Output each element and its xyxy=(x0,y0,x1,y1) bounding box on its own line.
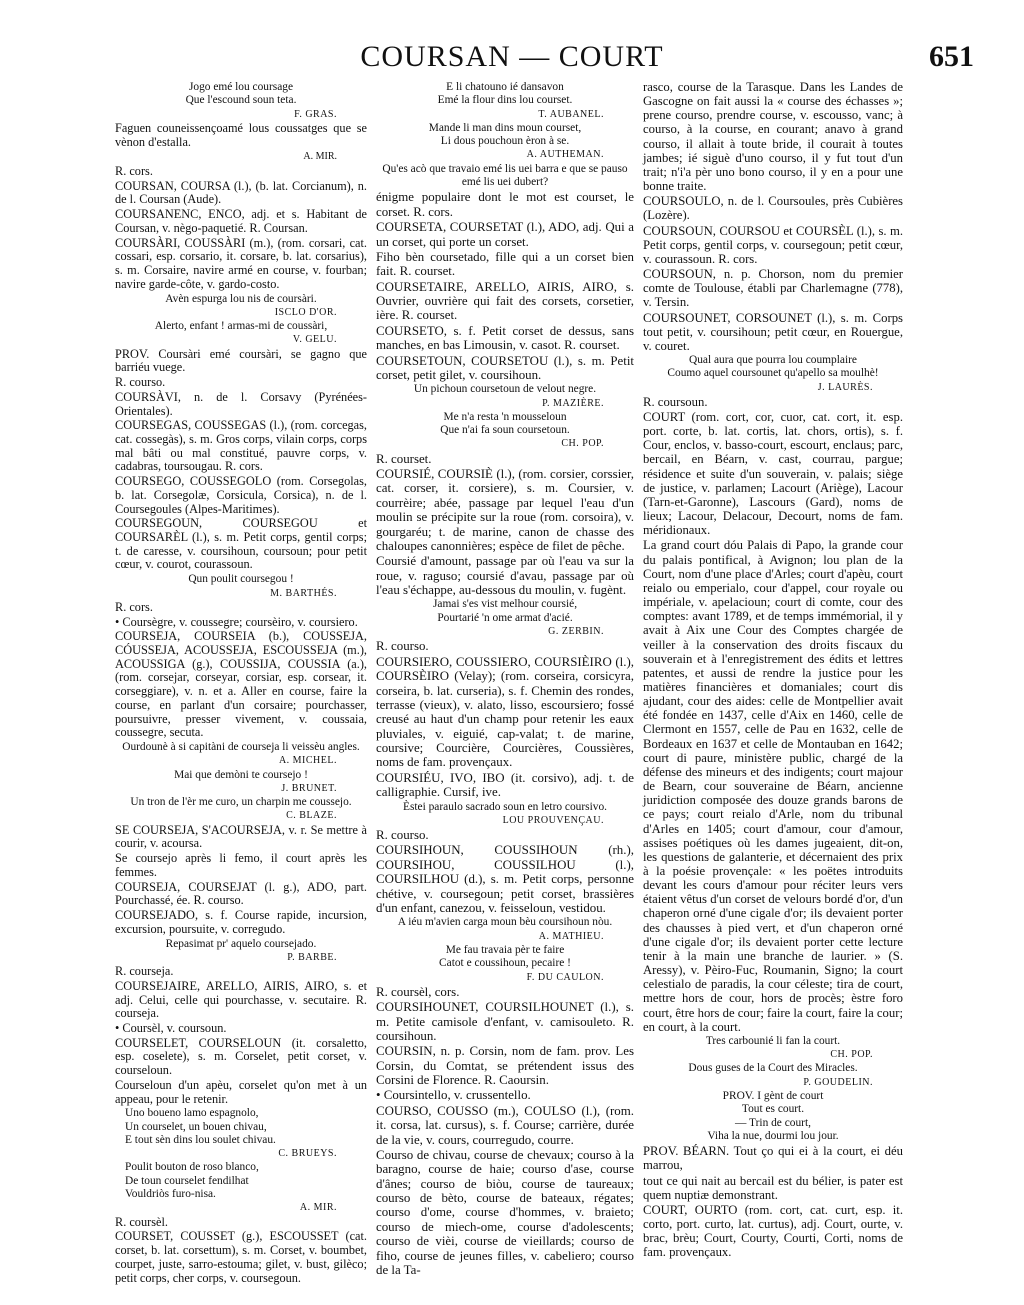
entry-paragraph: PROV. Coursàri emé coursàri, se gagno que barriéu vuege. xyxy=(115,346,367,375)
entry-paragraph: R. courseja. xyxy=(115,964,174,979)
quotation-line: Dous guses de la Court des Miracles. xyxy=(688,1062,858,1075)
entry-paragraph: R. cors. xyxy=(115,599,153,614)
quotation-author: A. MICHEL. xyxy=(278,755,337,767)
column-right xyxy=(643,80,903,1261)
quotation-author: A. AUTHEMAN. xyxy=(526,149,604,161)
quotation xyxy=(376,122,634,162)
quotation xyxy=(115,769,367,796)
quotation-line: De toun courselet fendilhat xyxy=(125,1174,249,1187)
entry-paragraph: tout ce qui nait au bercail est du bélier, is pater est quem nuptiæ demonstrant. xyxy=(643,1173,903,1202)
quotation-line: Poulit bouton de roso blanco, xyxy=(125,1161,259,1174)
entry-paragraph: COURSEJA, COURSEJAT (l. g.), ADO, part. Pourchassé, ée. R. courso. xyxy=(115,879,367,908)
quotation-author: T. AUBANEL. xyxy=(538,108,604,120)
entry-paragraph: COURSÀVI, n. de l. Corsavy (Pyrénées-Orientales). xyxy=(115,389,367,418)
entry-paragraph: COURSELET, COURSELOUN (it. corsaletto, esp. coselete), s. m. Corselet, petit corset, v. courseloun. xyxy=(115,1035,367,1078)
quotation-author: P. BARBE. xyxy=(287,951,337,963)
entry-paragraph: R. courso. xyxy=(376,639,429,654)
entry-paragraph: COURSEJADO, s. f. Course rapide, incursion, excursion, poursuite, v. corregudo. xyxy=(115,908,367,936)
quotation xyxy=(115,938,367,965)
author-line: A. MIR. xyxy=(303,151,337,163)
quotation-author: J. LAURÈS. xyxy=(817,381,873,393)
entry-paragraph: COURSEGO, COUSSEGOLO (rom. Corsegolas, b. lat. Corsegolæ, Corsicula, Corsica), n. de l. Coursegoules (Alpes-Maritimes). xyxy=(115,474,367,516)
entry-paragraph: COURSIÉU, IVO, IBO (it. corsivo), adj. t. de calligraphie. Cursif, ive. xyxy=(376,770,634,800)
quotation xyxy=(115,741,367,768)
entry-paragraph: COURSIHOUNET, COURSILHOUNET (l.), s. m. Petite camisole d'enfant, v. camisouleto. R. coursihoun. xyxy=(376,1000,634,1043)
entry-paragraph: COURSEJA, COURSEIA (b.), COUSSEJA, CÓUSSEJA, ACOUSSEJA, ESCOUSSEJA (m.), ACOUSSIGA (g.), COUSSIJA, COUSSIA (a.), (rom. corsejar, corseyar, corsiar, esp. corsear, it. corseggiare), v. n. et a. Aller en course, faire la course, en parlant d'un corsaire; pourchasser, poursuivre, presser vivement, v. coussaia, coussegre, secuta. xyxy=(115,629,367,740)
entry-paragraph: Fiho bèn coursetado, fille qui a un corset bien fait. R. courset. xyxy=(376,249,634,279)
entry-paragraph: Courso de chivau, course de chevaux; courso à la baragno, course de haie; courso d'ase, course d'ânes; courso de biòu, course de taureaux; courso de bèto, course de bateaux, régates; courso d'ome, course d'hommes, v. braieto; courso de miech-ome, course d'adolescents; courso de vièi, course de vieillards; courso de fiho, course de jeunes filles, v. cabeliero; courso de la Ta- xyxy=(376,1147,634,1277)
quotation-line: Coumo aquel coursounet qu'apello sa moulhè! xyxy=(667,367,879,380)
entry-paragraph: COURSETAIRE, ARELLO, AIRIS, AIRO, s. Ouvrier, ouvrière qui fait des corsets, corsetier, ière. R. courset. xyxy=(376,279,634,323)
entry-paragraph: rasco, course de la Tarasque. Dans les Landes de Gascogne on fait aussi la « course des échasses »; prene courso, prendre course, v. escousso, vanc; à courso, à la course, en courant; anavo à grand courso, il allait à toute bride, il courait à toutes jambes; ié siguè d'uno courso, il y fut tout d'un trait; n'i'a pèr uno bono courso, il y en a pour une bonne traite. xyxy=(643,80,903,194)
quotation-author: LOU PROUVENÇAU. xyxy=(502,814,604,826)
entry-paragraph: COURSIÉ, COURSIÈ (l.), (rom. corsier, corssier, cat. corser, it. corsiere), s. m. Coursier, v. courrèire; abée, passage par lequel l'eau d'un moulin se précipite sur la roue (rom. corsoira), v. gourgaréu; t. de marine, canon de chasse des chaloupes canonnières; espèce de filet de pêche. xyxy=(376,467,634,553)
entry-paragraph: • Coursègre, v. coussegre; coursèiro, v. coursiero. xyxy=(115,614,358,629)
page-number: 651 xyxy=(929,40,974,73)
quotation-line: Ourdounè à si capitàni de courseja li veissèu angles. xyxy=(122,740,360,753)
quotation xyxy=(643,1090,903,1143)
quotation-author: F. DU CAULON. xyxy=(526,971,604,983)
quotation xyxy=(115,81,367,121)
quotation-line: Jamai s'es vist melhour coursié, xyxy=(432,598,578,611)
entry-paragraph: COURT, OURTO (rom. cort, cat. curt, esp. it. corto, port. curto, lat. curtus), adj. Court, ourte, v. brac, brèu; Court, Courty, Courti, Corti, noms de fam. provençaux. xyxy=(643,1202,903,1260)
entry-paragraph: R. coursèl, cors. xyxy=(376,984,460,999)
quotation-line: Tres carbounié li fan la court. xyxy=(705,1034,841,1047)
quotation-line: Me fau travaia pèr te faire xyxy=(445,943,565,956)
quotation xyxy=(643,1062,903,1089)
quotation-author: F. GRAS. xyxy=(294,108,337,120)
quotation xyxy=(115,1107,367,1160)
entry-paragraph: PROV. BÉARN. Tout ço qui ei à la court, ei déu marrou, xyxy=(643,1144,903,1173)
quotation xyxy=(376,598,634,638)
quotation-line: Avèn espurga lou nis de coursàri. xyxy=(165,292,317,305)
quotation-author: C. BLAZE. xyxy=(286,810,337,822)
quotation xyxy=(376,916,634,943)
entry-paragraph: La grand court dóu Palais di Papo, la grande cour du palais pontifical, à Avignon; lou plan de la Court, nom d'une place d'Arles; court d'apèu, court reialo ou emperialo, cour d'appel, cour royale ou impériale, v. apelacioun; court di comte, cour des comptes: avant 1789, et de temps immémorial, il y avait à Aix une Cour des Comptes chargée de veiller à la conservation des droits fiscaux du souverain et à l'enregistrement des édits et lettres patentes, et aussi de rendre la justice pour les matières financières et domaniales; court dis ajudant, cour des aides: celle de Montpellier avait été fondée en 1437, celle d'Aix en 1460, celle de Clermont en 1557, celle de Pau en 1632, celle de Bordeaux en 1637 et celle de Montauban en 1642; court di paure, ministère public, chargé de la défense des mineurs et des indigents; court majour de Bearn, cour souveraine de Béarn, ancienne juridiction composée des douze grands barons de ce pays; court reialo d'Arle, nom du tribunal d'Arles en 1405; court d'amour, cour d'amour, assises poétiques où les dames jugeaient, dit-on, les questions de galanterie, et décernaient des prix à la poésie provençale: « les poëtes introduits devant les cours d'amour pour réciter leurs vers étaient vêtus d'un corset de velours bordé d'or, d'un chaperon orné d'une cigale d'or; ils devaient porter des chausses à pied vert, et d'un chaperon orné d'une cigale d'or; ils devaient porter cette lecture tenir à la main une branche de laurier. » (S. Aressy), v. Pèiro-Fuc, Roumanin, Signo; la court celestialo de paradis, la cour céleste; tira de court, mettre hors de cour, hors de procès; èstre foro court, être hors de cour; faire la court, faire la cour; en court, à la court. xyxy=(643,538,903,1034)
quotation xyxy=(643,354,903,394)
quotation-author: G. ZERBIN. xyxy=(548,626,604,638)
entry-paragraph: R. courso. xyxy=(376,828,429,843)
entry-paragraph: COURSEGOUN, COURSEGOU et COURSARÈL (l.), s. m. Petit corps, gentil corps; t. de caresse, v. coursihoun, coursoun; pour petit cœur, v. courot, courassoun. xyxy=(115,516,367,572)
quotation-author: A. MATHIEU. xyxy=(538,930,604,942)
entry-paragraph: COURSIERO, COUSSIERO, COURSIÈIRO (l.), COURSÈIRO (Velay); (rom. corseira, corsicyra, corseira, b. lat. curseria), s. f. Chemin des rondes, terrasse (vieux), v. alato, lisso, escoursiero; fossé creusé au haut d'un champ pour retenir les eaux pluviales, v. eiguié, cap-valat; t. de marine, coursive; Courcière, Courcières, Coussières, noms de fam. provençaux. xyxy=(376,654,634,770)
quotation-line: Un courselet, un bouen chivau, xyxy=(125,1120,267,1133)
entry-paragraph: COURT (rom. cort, cor, cuor, cat. cort, it. esp. port. corte, b. lat. cortis, lat. chors, ortis), s. f. Cour, enclos, v. basso-court, escourt, enclaus; parc, bercail, en Béarn, v. cast, courrau, pargue; résidence et suite d'un souverain, v. palais; siège de justice, v. parlamen; Lacourt (Ariège), Lacour (Tarn-et-Garonne), Lascours (Gard), noms de lieux; Lacour, Delacour, Decourt, noms de fam. méridionaux. xyxy=(643,410,903,538)
quotation-line: Pourtarié 'n ome armat d'acié. xyxy=(437,611,573,624)
entry-paragraph: COURSETA, COURSETAT (l.), ADO, adj. Qui a un corset, qui porte un corset. xyxy=(376,220,634,249)
column-middle xyxy=(376,80,634,1278)
quotation-author: CH. POP. xyxy=(830,1049,873,1061)
quotation-line: Uno boueno lamo espagnolo, xyxy=(125,1107,259,1120)
entry-paragraph: Courseloun d'un apèu, corselet qu'on met à un appeau, pour le retenir. xyxy=(115,1077,367,1106)
quotation xyxy=(115,320,367,347)
quotation-line: E li chatouno ié dansavon xyxy=(446,81,564,93)
entry-paragraph: COURSANENC, ENCO, adj. et s. Habitant de Coursan, v. nègo-paquetié. R. Coursan. xyxy=(115,207,367,235)
entry-paragraph: Coursié d'amount, passage par où l'eau va sur la roue, v. raguso; coursié d'avau, passage par où l'eau s'échappe, au-dessous du moulin, v. fugènt. xyxy=(376,554,634,598)
entry-paragraph: R. cors. xyxy=(115,164,153,179)
quotation-line: Vouldriòs furo-nisa. xyxy=(125,1188,216,1201)
quotation-line: Tout es court. xyxy=(741,1103,805,1116)
entry-paragraph: R. coursoun. xyxy=(643,394,708,409)
quotation-line: Qual aura que pourra lou coumplaire xyxy=(689,353,857,366)
entry-paragraph: COURSOULO, n. de l. Coursoules, près Cubières (Lozère). xyxy=(643,194,903,223)
quotation-line: Èstei paraulo sacrado soun en letro coursivo. xyxy=(402,800,608,813)
quotation-line: Li dous pouchoun èron à se. xyxy=(440,135,570,148)
column-left xyxy=(115,80,367,1286)
quotation xyxy=(115,1161,367,1214)
entry-paragraph: énigme populaire dont le mot est courset, le corset. R. cors. xyxy=(376,190,634,219)
quotation-line: E tout sèn dins lou soulet chivau. xyxy=(125,1133,276,1146)
entry-paragraph: COURSÀRI, COUSSÀRI (m.), (rom. corsari, cat. cossari, esp. corsario, it. corsare, b. lat. corsarius), s. m. Corsaire, navire armé en course, v. fourban; navire garde-côte, v. gardo-costo. xyxy=(115,235,367,291)
quotation-line: Qu'es acò que travaio emé lis uei barra e que se pauso emé lis uei dubert? xyxy=(382,162,628,189)
quotation-line: Me n'a resta 'n mousseloun xyxy=(443,410,567,423)
quotation xyxy=(376,383,634,410)
quotation-line: Que n'ai fa soun coursetoun. xyxy=(440,424,570,437)
entry-paragraph: COURSOUN, COURSOU et COURSÈL (l.), s. m. Petit corps, gentil corps, v. coursegoun; petit cœur, v. courassoun. R. cors. xyxy=(643,223,903,266)
quotation xyxy=(376,411,634,451)
quotation xyxy=(376,163,634,190)
entry-paragraph: COURSAN, COURSA (l.), (b. lat. Corcianum), n. de l. Coursan (Aude). xyxy=(115,178,367,207)
quotation-line: Qun poulit coursegou ! xyxy=(188,573,294,586)
quotation-author: P. MAZIÈRE. xyxy=(542,397,604,409)
quotation-line: — Trin de court, xyxy=(735,1116,811,1129)
quotation-author: J. BRUNET. xyxy=(281,782,337,794)
entry-paragraph: COURSEJAIRE, ARELLO, AIRIS, AIRO, s. et adj. Celui, celle qui pourchasse, v. secutaire. R. courseja. xyxy=(115,978,367,1021)
quotation-line: Mande li man dins moun courset, xyxy=(428,121,582,134)
quotation-line: Catot e coussihoun, pecaire ! xyxy=(439,957,571,970)
entry-paragraph: R. coursèl. xyxy=(115,1214,168,1229)
entry-paragraph: • Coursèl, v. coursoun. xyxy=(115,1020,227,1035)
page-header-title: COURSAN — COURT xyxy=(360,40,664,73)
entry-paragraph: COURSOUNET, CORSOUNET (l.), s. m. Corps tout petit, v. coursihoun; petit cœur, en Rouergue, v. couret. xyxy=(643,310,903,353)
entry-paragraph: Faguen couneissençoamé lous coussatges que se vènon d'estalla. xyxy=(115,120,367,149)
quotation xyxy=(376,944,634,984)
quotation-author: M. BARTHÉS. xyxy=(270,587,337,599)
entry-paragraph: SE COURSEJA, S'ACOURSEJA, v. r. Se mettre à courir, v. acoursa. xyxy=(115,822,367,851)
quotation xyxy=(115,796,367,823)
entry-paragraph: COURSETO, s. f. Petit corset de dessus, sans manches, en bas Limousin, v. casot. R. courset. xyxy=(376,323,634,353)
quotation-line: Un tron de l'èr me curo, un charpin me coussejo. xyxy=(130,796,352,809)
quotation-line: Repasimat pr' aquelo coursejado. xyxy=(165,937,317,950)
entry-paragraph: R. courset. xyxy=(376,451,432,466)
quotation-line: PROV. I gènt de court xyxy=(722,1090,824,1103)
quotation-line: Un pichoun coursetoun de velout negre. xyxy=(413,383,597,396)
quotation-line: A iéu m'avien carga moun bèu coursihoun nòu. xyxy=(397,916,613,929)
quotation xyxy=(115,573,367,600)
quotation xyxy=(643,1035,903,1062)
quotation-line: Emé la flour dins lou courset. xyxy=(437,94,573,107)
quotation xyxy=(115,293,367,320)
quotation-line: Mai que demòni te coursejo ! xyxy=(174,768,308,781)
quotation-author: A. MIR. xyxy=(299,1202,337,1214)
quotation-line: Que l'escound soun teta. xyxy=(185,94,297,107)
entry-paragraph: Se coursejo après li femo, il court après les femmes. xyxy=(115,851,367,879)
entry-paragraph: COURSIN, n. p. Corsin, nom de fam. prov. Les Corsin, du Comtat, se prétendent issus des Corsini de Florence. R. Caoursin. xyxy=(376,1044,634,1088)
entry-paragraph: COURSIHOUN, COUSSIHOUN (rh.), COURSIHOU, COUSSILHOU (l.), COURSILHOU (d.), s. m. Petit corps, personne chétive, v. coursegoun; petit corset, brassières d'un enfant, canezou, v. feisseloun, vestidou. xyxy=(376,843,634,915)
quotation-author: CH. POP. xyxy=(561,438,604,450)
entry-paragraph: • Coursintello, v. crussentello. xyxy=(376,1088,531,1103)
entry-paragraph: COURSET, COUSSET (g.), ESCOUSSET (cat. corset, b. lat. corsettum), s. m. Corset, v. boumbet, courpet, juste, sarro-estouma; gilet, v. bust, gilèco; petit corps, cher corps, v. coursegoun. xyxy=(115,1229,367,1285)
entry-paragraph: COURSETOUN, COURSETOU (l.), s. m. Petit corset, petit gilet, v. coursihoun. xyxy=(376,353,634,382)
entry-paragraph: COURSOUN, n. p. Chorson, nom du premier comte de Toulouse, établi par Charlemagne (778), v. Tersin. xyxy=(643,267,903,310)
quotation-line: Jogo emé lou coursage xyxy=(188,81,294,93)
quotation-author: ISCLO D'OR. xyxy=(274,306,337,318)
quotation-author: V. GELU. xyxy=(292,334,337,346)
quotation-line: Alerto, enfant ! armas-mi de coussàri, xyxy=(154,320,328,333)
quotation-author: C. BRUEYS. xyxy=(278,1148,337,1160)
quotation xyxy=(376,801,634,828)
entry-paragraph: R. courso. xyxy=(115,375,166,390)
quotation-author: P. GOUDELIN. xyxy=(803,1076,873,1088)
quotation xyxy=(376,81,634,121)
entry-paragraph: COURSEGAS, COUSSEGAS (l.), (rom. corcegas, cat. cossegàs), s. m. Gros corps, vilain corps, corps mal bâti ou mal constitué, pauvre corps, v. cadabras, toursougau. R. cors. xyxy=(115,418,367,474)
entry-paragraph: COURSO, COUSSO (m.), COULSO (l.), (rom. it. corsa, lat. cursus), s. f. Course; carrière, durée de la vie, v. cours, courregudo, courre. xyxy=(376,1103,634,1147)
quotation-line: Viha la nue, dourmi lou jour. xyxy=(707,1129,839,1142)
